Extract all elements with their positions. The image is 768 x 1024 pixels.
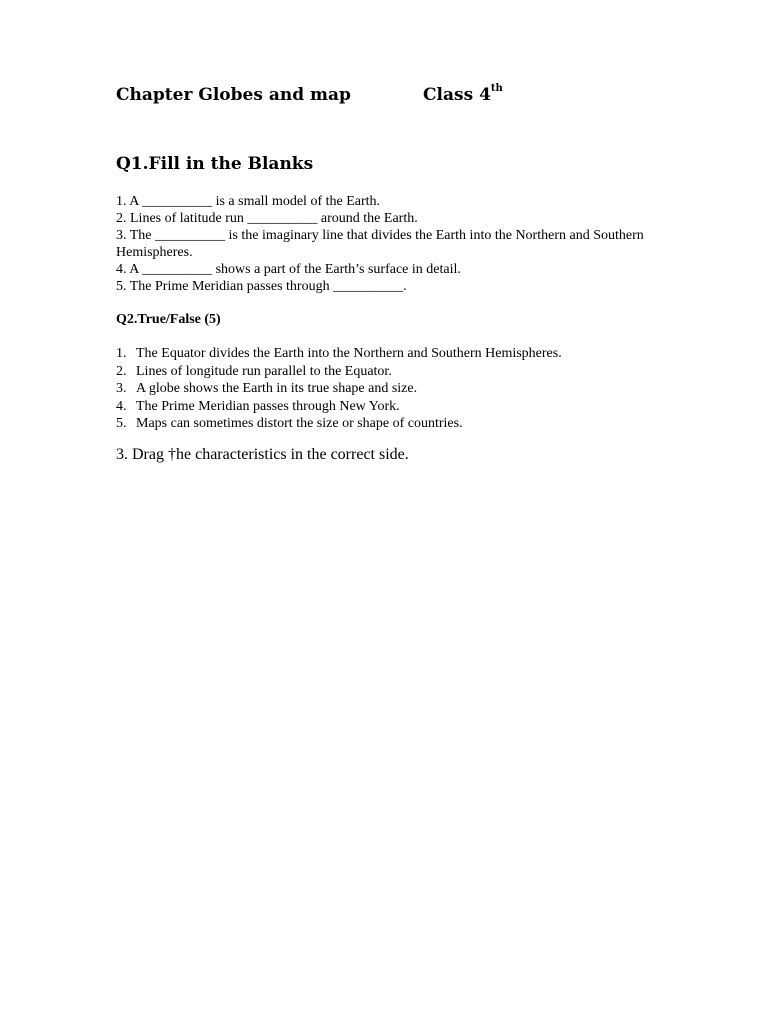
q2-heading: Q2.True/False (5) <box>116 312 221 327</box>
q3-heading: 3. Drag †he characteristics in the correct side. <box>116 446 409 463</box>
list-item <box>116 415 656 433</box>
list-item: 1. A __________ is a small model of the Earth. <box>116 194 381 209</box>
item-text: The Prime Meridian passes through New York. <box>136 398 400 414</box>
q2-list <box>116 345 656 433</box>
list-item: 5. The Prime Meridian passes through __________. <box>116 279 407 294</box>
list-item: 4. A __________ shows a part of the Earth’s surface in detail. <box>116 262 461 277</box>
class-text: Class 4 <box>423 85 491 105</box>
item-text: The Equator divides the Earth into the Northern and Southern Hemispheres. <box>136 346 562 361</box>
item-number: 4. <box>116 398 127 414</box>
item-number: 2. <box>116 363 127 379</box>
list-item: 2. Lines of latitude run __________ around the Earth. <box>116 211 418 226</box>
item-number: 3. <box>116 381 127 396</box>
item-text: Lines of longitude run parallel to the Equator. <box>136 363 392 379</box>
list-item <box>116 380 656 398</box>
list-item <box>116 363 656 381</box>
q1-list <box>116 193 656 295</box>
list-item <box>116 398 656 416</box>
q1-heading: Q1.Fill in the Blanks <box>116 154 314 174</box>
item-text: Maps can sometimes distort the size or shape of countries. <box>136 416 463 431</box>
list-item: 3. The __________ is the imaginary line that divides the Earth into the Northern and Southern Hemispheres. <box>116 228 644 260</box>
class-suffix: th <box>490 83 503 95</box>
class-label <box>423 85 503 105</box>
list-item <box>116 345 656 363</box>
item-number: 5. <box>116 416 127 431</box>
item-number: 1. <box>116 346 127 361</box>
item-text: A globe shows the Earth in its true shape and size. <box>136 381 418 396</box>
chapter-title: Chapter Globes and map <box>116 85 351 105</box>
